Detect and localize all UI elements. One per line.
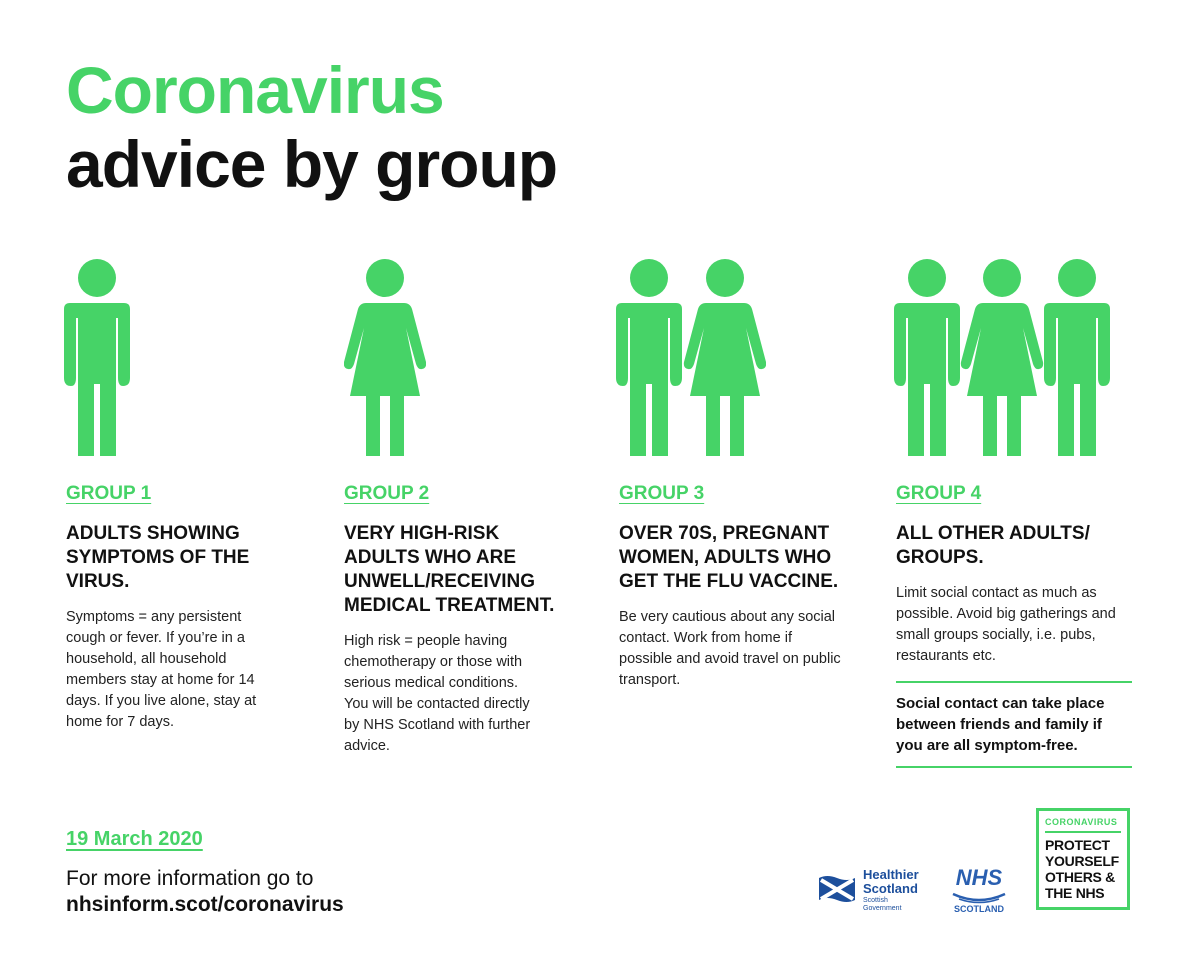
publication-date: 19 March 2020 [66,828,203,850]
group-4-body: Limit social contact as much as possible. Avoid big gatherings and small groups socially, i.e. pubs, restaurants etc. [896,585,1116,664]
group-2-body: High risk = people having chemotherapy or those with serious medical conditions. You will be contacted directly by NHS Scotland with further advice. [344,633,531,754]
group-3-column [619,482,849,691]
badge-line-4: THE NHS [1045,885,1105,901]
group-1-body: Symptoms = any persistent cough or fever. If you’re in a household, all household members stay at home for 14 days. If you live alone, stay at home for 7 days. [66,609,257,730]
group-4-heading: ALL OTHER ADULTS/ GROUPS. [896,523,1090,568]
woman-icon [344,258,426,456]
man-icon [894,259,960,456]
man-icon [616,259,682,456]
group-4-column [896,482,1132,768]
man-icon [64,258,130,456]
badge-line-3: OTHERS & [1045,869,1115,885]
badge-line-1: PROTECT [1045,837,1110,853]
badge-divider [1045,831,1121,833]
group-3-label: GROUP 3 [619,483,705,504]
woman-icon [684,259,766,456]
nhs-wordmark: NHS [955,865,1003,890]
group-4-note-box [896,681,1132,768]
nhs-sub: SCOTLAND [954,904,1004,914]
more-info-text: For more information go to [66,867,314,890]
nhs-swoosh-icon [949,890,1009,904]
group-2-label: GROUP 2 [344,483,430,504]
badge-top-text: CORONAVIRUS [1045,817,1118,827]
group-3-figures [616,258,766,456]
group-4-label: GROUP 4 [896,483,982,504]
man-icon [1044,259,1110,456]
group-1-figures [64,258,130,456]
page-title-line-2: advice by group [66,127,558,201]
woman-icon [961,259,1043,456]
group-4-note: Social contact can take place between friends and family if you are all symptom-free. [896,695,1105,754]
info-link[interactable]: nhsinform.scot/coronavirus [66,893,344,916]
group-4-figures [894,258,1110,456]
group-1-heading: ADULTS SHOWING SYMPTOMS OF THE VIRUS. [66,523,250,592]
hs-line-2: Scotland [863,881,918,896]
hs-line-1: Healthier [863,867,919,882]
group-3-heading: OVER 70S, PREGNANT WOMEN, ADULTS WHO GET THE FLU VACCINE. [619,523,839,592]
group-1-label: GROUP 1 [66,483,152,504]
group-2-column [344,482,560,757]
nhs-scotland-logo [946,866,1012,916]
protect-badge [1036,808,1130,910]
group-1-column [66,482,266,733]
hs-sub-1: Scottish [863,897,888,904]
group-3-body: Be very cautious about any social contact. Work from home if possible and avoid travel on public transport. [619,609,841,688]
group-2-heading: VERY HIGH-RISK ADULTS WHO ARE UNWELL/RECEIVING MEDICAL TREATMENT. [344,523,555,616]
hs-sub-2: Government [863,905,902,912]
group-2-figures [344,258,426,456]
page-title-line-1: Coronavirus [66,53,444,127]
saltire-flag-icon [817,872,857,906]
healthier-scotland-logo [817,868,929,918]
badge-line-2: YOURSELF [1045,853,1119,869]
